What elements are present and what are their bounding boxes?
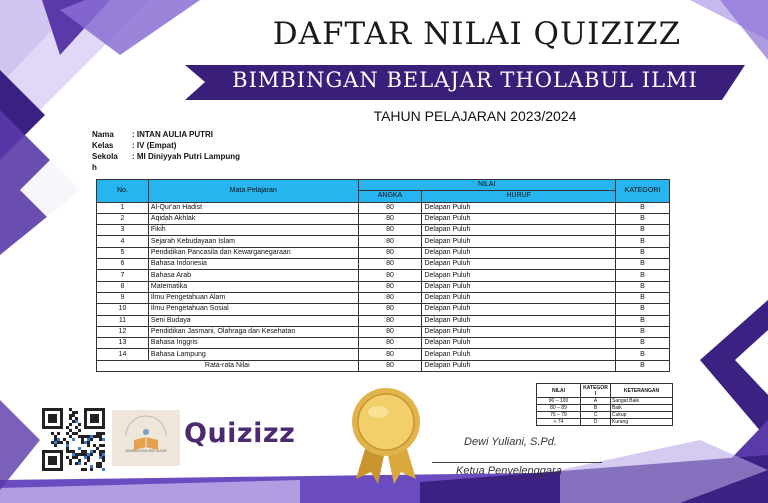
table-row (97, 202, 670, 213)
legend-range: < 74 (537, 419, 581, 426)
header-words: HURUF (422, 191, 616, 202)
table-row (97, 259, 670, 270)
cell-subject: Seni Budaya (148, 315, 358, 326)
cell-no: 12 (97, 326, 149, 337)
cell-subject: Bahasa Arab (148, 270, 358, 281)
legend-range: 75 – 79 (537, 412, 581, 419)
cell-number: 80 (358, 270, 422, 281)
legend-row (537, 398, 673, 405)
cell-category: B (616, 281, 670, 292)
table-row (97, 281, 670, 292)
info-value: : IV (Empat) (132, 141, 177, 150)
cell-words: Delapan Puluh (422, 270, 616, 281)
cell-number: 80 (358, 213, 422, 224)
legend-header-score: NILAI (537, 384, 581, 398)
cell-no: 9 (97, 292, 149, 303)
cell-words: Delapan Puluh (422, 236, 616, 247)
cell-category: B (616, 304, 670, 315)
cell-subject: Al-Qur'an Hadist (148, 202, 358, 213)
cell-words: Delapan Puluh (422, 281, 616, 292)
book-icon (112, 410, 180, 466)
legend-note: Sangat Baik (611, 398, 673, 405)
info-label: Sekola (92, 152, 118, 161)
cell-category: B (616, 326, 670, 337)
quizizz-logo: Quizizz (184, 418, 296, 449)
cell-number: 80 (358, 225, 422, 236)
cell-subject: Sejarah Kebudayaan Islam (148, 236, 358, 247)
legend-range: 80 – 89 (537, 405, 581, 412)
cell-subject: Ilmu Pengetahuan Sosial (148, 304, 358, 315)
cell-category: B (616, 259, 670, 270)
cell-no: 14 (97, 349, 149, 360)
cell-number: 80 (358, 338, 422, 349)
average-label: Rata-rata Nilai (97, 360, 359, 371)
average-category: B (616, 360, 670, 371)
info-label: h (92, 163, 97, 172)
grades-table (96, 179, 670, 372)
cell-no: 10 (97, 304, 149, 315)
cell-category: B (616, 213, 670, 224)
cell-words: Delapan Puluh (422, 338, 616, 349)
cell-no: 13 (97, 338, 149, 349)
cell-category: B (616, 202, 670, 213)
info-row-class (92, 140, 240, 151)
cell-category: B (616, 349, 670, 360)
cell-subject: Bahasa Inggris (148, 338, 358, 349)
cell-no: 4 (97, 236, 149, 247)
cell-words: Delapan Puluh (422, 326, 616, 337)
header-number: ANGKA (358, 191, 422, 202)
average-words: Delapan Puluh (422, 360, 616, 371)
cell-number: 80 (358, 247, 422, 258)
cell-number: 80 (358, 259, 422, 270)
cell-category: B (616, 247, 670, 258)
cell-no: 5 (97, 247, 149, 258)
legend-category: C (581, 412, 611, 419)
table-row (97, 326, 670, 337)
cell-words: Delapan Puluh (422, 247, 616, 258)
table-row (97, 338, 670, 349)
legend-category: B (581, 405, 611, 412)
qr-code-icon (40, 407, 106, 471)
cell-subject: Matematika (148, 281, 358, 292)
cell-subject: Pendidikan Pancasila dan Kewarganegaraan (148, 247, 358, 258)
cell-words: Delapan Puluh (422, 213, 616, 224)
legend-header-note: KETERANGAN (611, 384, 673, 398)
signature-line (432, 462, 602, 463)
legend-row (537, 405, 673, 412)
cell-subject: Fikih (148, 225, 358, 236)
cell-subject: Aqidah Akhlak (148, 213, 358, 224)
average-row (97, 360, 670, 371)
cell-subject: Ilmu Pengetahuan Alam (148, 292, 358, 303)
cell-number: 80 (358, 304, 422, 315)
cell-category: B (616, 236, 670, 247)
legend-range: 90 – 100 (537, 398, 581, 405)
legend-header-category: KATEGOR I (581, 384, 611, 398)
cell-number: 80 (358, 236, 422, 247)
cell-words: Delapan Puluh (422, 315, 616, 326)
table-row (97, 292, 670, 303)
cell-no: 3 (97, 225, 149, 236)
info-row-wrap (92, 162, 240, 173)
logo-tagline: BIMBINGAN BELAJAR (125, 448, 167, 453)
table-row (97, 315, 670, 326)
info-value: : INTAN AULIA PUTRI (132, 130, 214, 139)
header-score: NILAI (358, 180, 615, 191)
cell-number: 80 (358, 281, 422, 292)
cell-no: 11 (97, 315, 149, 326)
cell-subject: Bahasa Indonesia (148, 259, 358, 270)
header-subject: Mata Pelajaran (148, 180, 358, 203)
cell-no: 6 (97, 259, 149, 270)
legend-body (537, 398, 673, 426)
cell-words: Delapan Puluh (422, 349, 616, 360)
cell-words: Delapan Puluh (422, 304, 616, 315)
legend-note: Cukup (611, 412, 673, 419)
header-no: No. (97, 180, 149, 203)
cell-words: Delapan Puluh (422, 259, 616, 270)
legend-category: A (581, 398, 611, 405)
cell-number: 80 (358, 349, 422, 360)
grade-legend (536, 383, 673, 426)
cell-category: B (616, 315, 670, 326)
table-row (97, 304, 670, 315)
signature-name: Dewi Yuliani, S.Pd. (464, 436, 557, 448)
cell-words: Delapan Puluh (422, 292, 616, 303)
info-row-school (92, 151, 240, 162)
cell-category: B (616, 225, 670, 236)
student-info (92, 129, 240, 173)
gold-medal-icon (346, 384, 426, 484)
page-subtitle: BIMBINGAN BELAJAR THOLABUL ILMI (232, 68, 698, 92)
info-row-name (92, 129, 240, 140)
cell-no: 1 (97, 202, 149, 213)
legend-category: D (581, 419, 611, 426)
info-label: Kelas (92, 141, 114, 150)
cell-category: B (616, 270, 670, 281)
cell-words: Delapan Puluh (422, 202, 616, 213)
cell-no: 2 (97, 213, 149, 224)
table-row (97, 213, 670, 224)
cell-subject: Bahasa Lampung (148, 349, 358, 360)
signature-role: Ketua Penyelenggara (456, 465, 562, 477)
table-row (97, 270, 670, 281)
table-row (97, 225, 670, 236)
academic-year: TAHUN PELAJARAN 2023/2024 (373, 108, 577, 124)
table-row (97, 247, 670, 258)
legend-note: Kurang (611, 419, 673, 426)
legend-row (537, 419, 673, 426)
legend-note: Baik (611, 405, 673, 412)
average-number: 80 (358, 360, 422, 371)
info-label: Nama (92, 130, 114, 139)
cell-subject: Pendidikan Jasmani, Olahraga dan Kesehatan (148, 326, 358, 337)
page-title: DAFTAR NILAI QUIZIZZ (272, 16, 682, 52)
cell-no: 7 (97, 270, 149, 281)
cell-number: 80 (358, 202, 422, 213)
cell-category: B (616, 292, 670, 303)
cell-number: 80 (358, 292, 422, 303)
legend-row (537, 412, 673, 419)
header-category: KATEGORI (616, 180, 670, 203)
info-value: : MI Diniyyah Putri Lampung (132, 152, 241, 161)
table-row (97, 349, 670, 360)
cell-words: Delapan Puluh (422, 225, 616, 236)
grades-body (97, 202, 670, 360)
cell-number: 80 (358, 326, 422, 337)
tholabul-ilmi-logo (112, 410, 180, 466)
cell-number: 80 (358, 315, 422, 326)
cell-no: 8 (97, 281, 149, 292)
table-row (97, 236, 670, 247)
cell-category: B (616, 338, 670, 349)
